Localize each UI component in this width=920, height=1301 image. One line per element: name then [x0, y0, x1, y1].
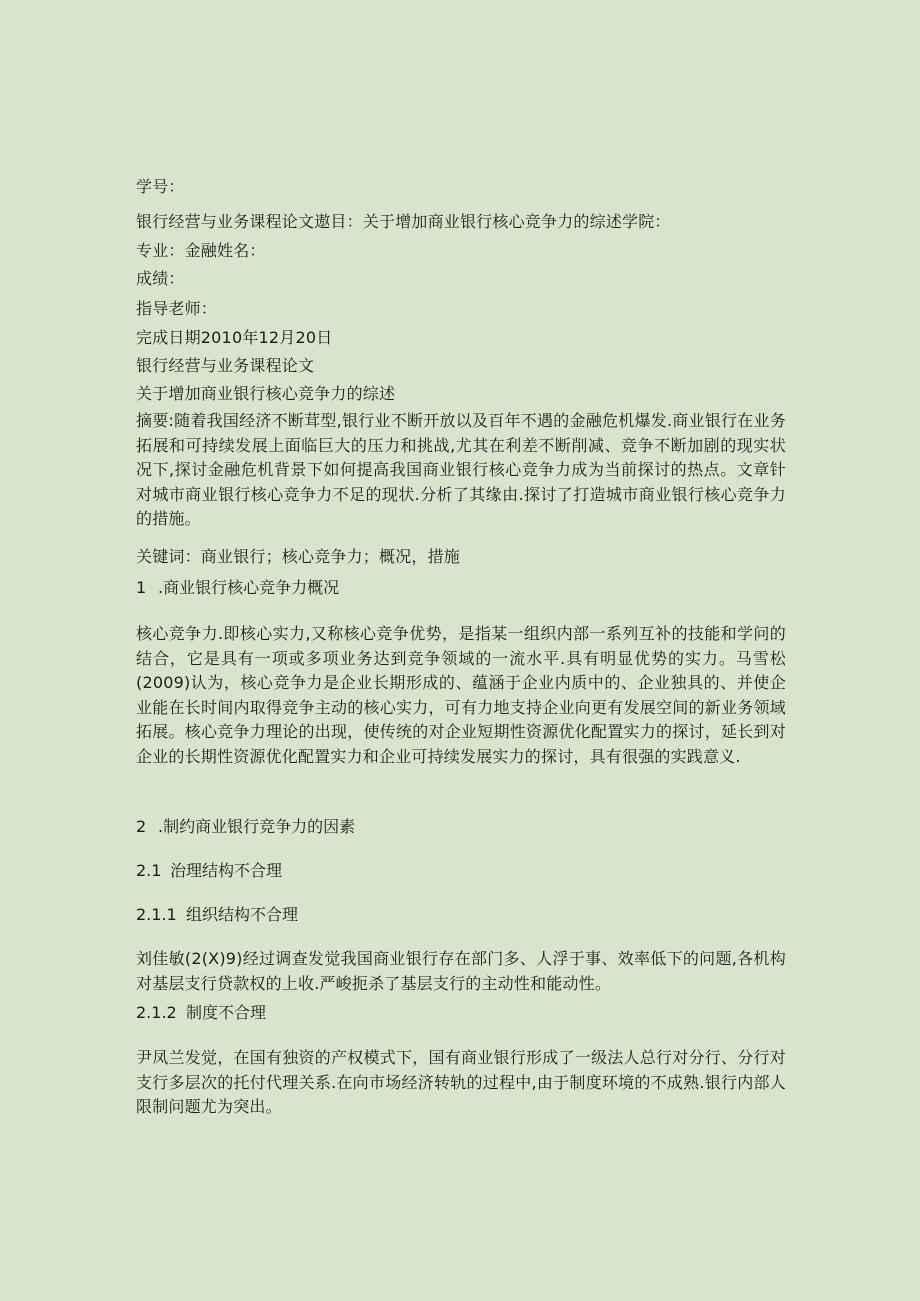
section-2-number: 2: [136, 817, 147, 836]
section-2-1-2-title: 制度不合理: [186, 1003, 267, 1022]
section-1-body: 核心竞争力.即核心实力,又称核心竞争优势，是指某一组织内部一系列互补的技能和学问的结合，它是具有一项或多项业务达到竞争领域的一流水平.具有明显优势的实力。马雪松(2009)认为，核心竞争力是企业长期形成的、蕴涵于企业内质中的、企业独具的、并使企业能在长时间内取得竞争主动的核心实力，可有力地支持企业向更有发展空间的新业务领域拓展。核心竞争力理论的出现，使传统的对企业短期性资源优化配置实力的探讨，延长到对企业的长期性资源优化配置实力和企业可持续发展实力的探讨，具有很强的实践意义.: [136, 624, 786, 766]
section-1-number: 1: [136, 578, 147, 597]
section-2-1-1-number: 2.1.1: [136, 905, 177, 924]
section-2-title: .制约商业银行竞争力的因素: [158, 817, 356, 836]
grade-label: 成绩：: [136, 269, 185, 288]
section-2-1-2-body: 尹凤兰发觉，在国有独资的产权模式下，国有商业银行形成了一级法人总行对分行、分行对支行多层次的托付代理关系.在向市场经济转轨的过程中,由于制度环境的不成熟.银行内部人限制问题尤为突出。: [136, 1048, 786, 1117]
student-id-label: 学号：: [136, 177, 185, 196]
section-2-1-number: 2.1: [136, 861, 162, 880]
major-name-line: 专业：金融姓名：: [136, 241, 266, 260]
section-2-1-1-body: 刘佳敏(2(X)9)经过调查发觉我国商业银行存在部门多、人浮于事、效率低下的问题,各机构对基层支行贷款权的上收.严峻扼杀了基层支行的主动性和能动性。: [136, 949, 786, 993]
section-2-1-1-heading: [136, 904, 298, 926]
course-title: 银行经营与业务课程论文: [136, 356, 315, 375]
advisor-label: 指导老师：: [136, 299, 218, 318]
section-2-1-title: 治理结构不合理: [170, 861, 283, 880]
cover-title-line: 银行经营与业务课程论文遨目：关于增加商业银行核心竞争力的综述学院：: [136, 212, 671, 231]
section-2-1-2-number: 2.1.2: [136, 1003, 177, 1022]
section-1-heading: [136, 577, 339, 599]
keywords-line: 关键词：商业银行；核心竞争力；概况，措施: [136, 547, 461, 566]
section-1-title: .商业银行核心竞争力概况: [158, 578, 340, 597]
completion-date: 完成日期2010年12月20日: [136, 328, 333, 347]
abstract-paragraph: 摘要:随着我国经济不断茸型,银行业不断开放以及百年不遇的金融危机爆发.商业银行在业务拓展和可持续发展上面临巨大的压力和挑战,尤其在利差不断削减、竞争不断加剧的现实状况下,探讨金融危机背景下如何提高我国商业银行核心竞争力成为当前探讨的热点。文章针对城市商业银行核心竞争力不足的现状.分析了其缘由.探讨了打造城市商业银行核心竞争力的措施。: [136, 411, 786, 529]
section-2-1-1-title: 组织结构不合理: [186, 905, 299, 924]
section-2-1-heading: [136, 860, 282, 882]
section-2-heading: [136, 816, 355, 838]
section-2-1-2-heading: [136, 1002, 266, 1024]
paper-title: 关于增加商业银行核心竞争力的综述: [136, 384, 396, 403]
